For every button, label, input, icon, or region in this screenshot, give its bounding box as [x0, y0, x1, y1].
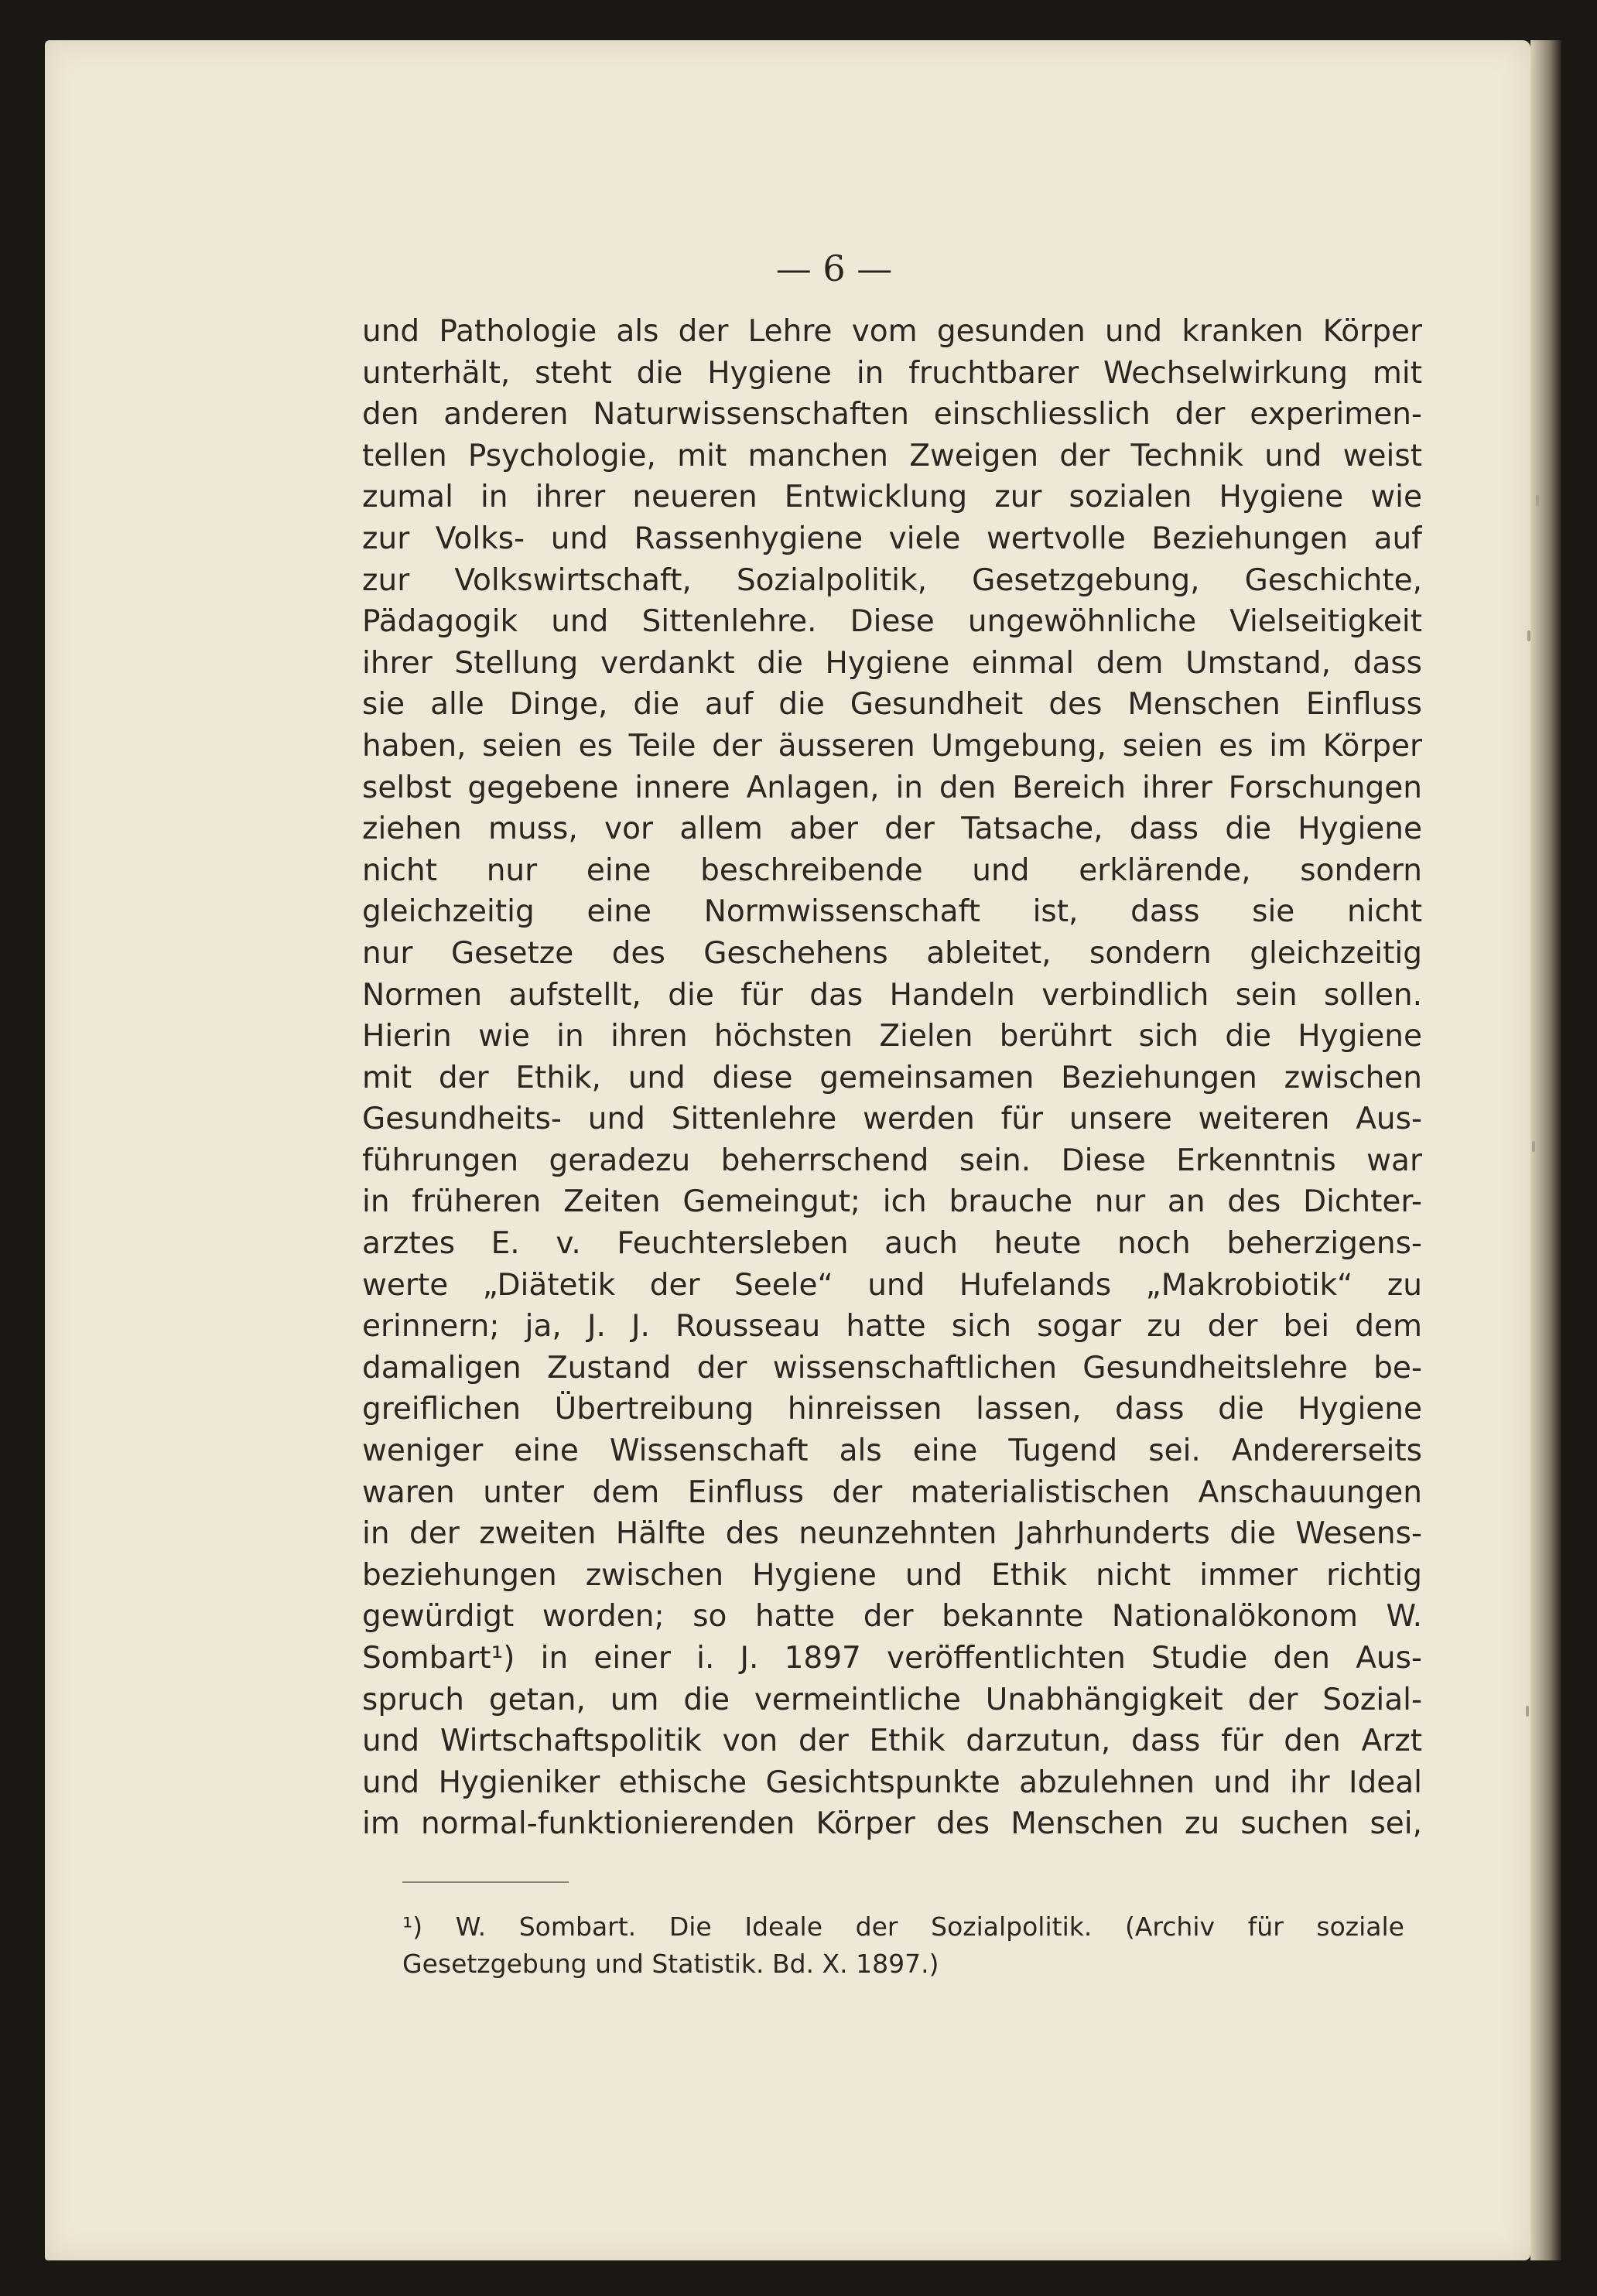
paper-speck: [1536, 495, 1539, 506]
page-number: — 6 —: [775, 248, 893, 289]
body-line: Normen aufstellt, die für das Handeln verbindlich sein sollen.: [362, 977, 1422, 1013]
body-line: zur Volks- und Rassenhygiene viele wertvolle Beziehungen auf: [362, 521, 1422, 556]
footnote-line: Gesetzgebung und Statistik. Bd. X. 1897.): [402, 1949, 939, 1979]
body-line: mit der Ethik, und diese gemeinsamen Beziehungen zwischen: [362, 1060, 1422, 1095]
body-text: [362, 311, 1422, 1845]
document-page: [45, 40, 1530, 2260]
body-line: Sombart¹) in einer i. J. 1897 veröffentlichten Studie den Aus-: [362, 1641, 1422, 1676]
body-line: gleichzeitig eine Normwissenschaft ist, dass sie nicht: [362, 894, 1422, 930]
body-line: führungen geradezu beherrschend sein. Diese Erkenntnis war: [362, 1143, 1422, 1178]
paper-speck: [1532, 1141, 1535, 1152]
body-line: den anderen Naturwissenschaften einschliesslich der experimen-: [362, 397, 1422, 432]
body-line: greiflichen Übertreibung hinreissen lassen, dass die Hygiene: [362, 1392, 1422, 1427]
body-line: ihrer Stellung verdankt die Hygiene einmal dem Umstand, dass: [362, 645, 1422, 681]
body-line: Pädagogik und Sittenlehre. Diese ungewöhnliche Vielseitigkeit: [362, 604, 1422, 640]
body-line: und Hygieniker ethische Gesichtspunkte abzulehnen und ihr Ideal: [362, 1765, 1422, 1800]
body-line: gewürdigt worden; so hatte der bekannte Nationalökonom W.: [362, 1599, 1422, 1635]
paper-speck: [1526, 1706, 1529, 1717]
body-line: und Wirtschaftspolitik von der Ethik darzutun, dass für den Arzt: [362, 1724, 1422, 1759]
body-line: waren unter dem Einfluss der materialistischen Anschauungen: [362, 1474, 1422, 1510]
book-gutter: [1530, 40, 1561, 2260]
body-line: im normal-funktionierenden Körper des Menschen zu suchen sei,: [362, 1806, 1422, 1842]
body-line: Gesundheits- und Sittenlehre werden für unsere weiteren Aus-: [362, 1102, 1422, 1137]
footnote: [402, 1908, 1404, 1983]
body-line: erinnern; ja, J. J. Rousseau hatte sich sogar zu der bei dem: [362, 1309, 1422, 1344]
body-line: unterhält, steht die Hygiene in fruchtbarer Wechselwirkung mit: [362, 355, 1422, 391]
paper-speck: [1527, 630, 1530, 641]
body-line: tellen Psychologie, mit manchen Zweigen der Technik und weist: [362, 438, 1422, 473]
body-line: spruch getan, um die vermeintliche Unabhängigkeit der Sozial-: [362, 1682, 1422, 1717]
body-line: Hierin wie in ihren höchsten Zielen berührt sich die Hygiene: [362, 1019, 1422, 1054]
body-line: zumal in ihrer neueren Entwicklung zur sozialen Hygiene wie: [362, 480, 1422, 515]
body-line: damaligen Zustand der wissenschaftlichen Gesundheitslehre be-: [362, 1350, 1422, 1385]
footnote-line: ¹) W. Sombart. Die Ideale der Sozialpolitik. (Archiv für soziale: [402, 1912, 1404, 1942]
body-line: ziehen muss, vor allem aber der Tatsache, dass die Hygiene: [362, 811, 1422, 847]
body-line: selbst gegebene innere Anlagen, in den Bereich ihrer Forschungen: [362, 770, 1422, 805]
body-line: beziehungen zwischen Hygiene und Ethik nicht immer richtig: [362, 1557, 1422, 1593]
body-line: arztes E. v. Feuchtersleben auch heute noch beherzigens-: [362, 1226, 1422, 1262]
body-line: nicht nur eine beschreibende und erklärende, sondern: [362, 852, 1422, 888]
body-line: werte „Diätetik der Seele“ und Hufelands „Makrobiotik“ zu: [362, 1267, 1422, 1303]
footnote-divider: [402, 1881, 569, 1883]
body-line: sie alle Dinge, die auf die Gesundheit des Menschen Einfluss: [362, 687, 1422, 723]
body-line: in früheren Zeiten Gemeingut; ich brauche nur an des Dichter-: [362, 1184, 1422, 1220]
body-line: haben, seien es Teile der äusseren Umgebung, seien es im Körper: [362, 728, 1422, 764]
body-line: weniger eine Wissenschaft als eine Tugend sei. Andererseits: [362, 1433, 1422, 1469]
body-line: zur Volkswirtschaft, Sozialpolitik, Gesetzgebung, Geschichte,: [362, 562, 1422, 598]
body-line: nur Gesetze des Geschehens ableitet, sondern gleichzeitig: [362, 935, 1422, 971]
body-line: in der zweiten Hälfte des neunzehnten Jahrhunderts die Wesens-: [362, 1516, 1422, 1552]
body-line: und Pathologie als der Lehre vom gesunden und kranken Körper: [362, 314, 1422, 349]
